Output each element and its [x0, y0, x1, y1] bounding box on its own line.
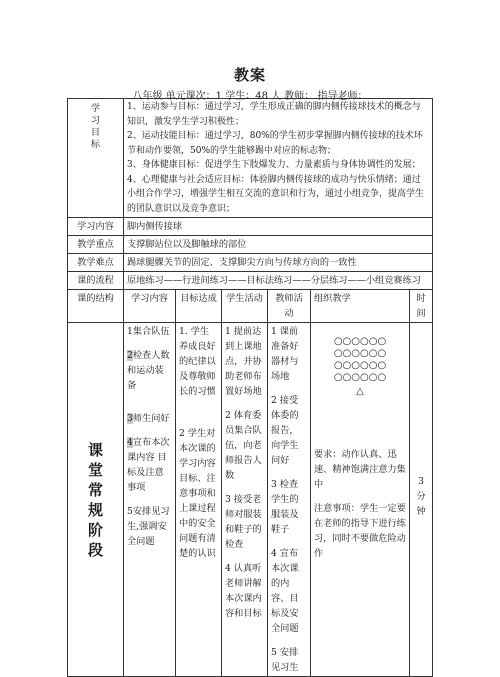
header-time: 时间	[410, 290, 433, 323]
info-row	[68, 272, 433, 290]
header-teacher: 教师活动	[268, 290, 311, 323]
row-value: 踢球腿髁关节的固定、支撑脚尖方向与传球方向的一致性	[124, 254, 433, 272]
circle-row: ○○○○○○	[333, 372, 387, 383]
content-item: 1集合队伍	[127, 326, 170, 337]
info-row	[68, 218, 433, 236]
student-item: 1 提前达到上课地点，并协助老师布置好场地	[225, 326, 262, 397]
goal-cell	[176, 323, 222, 677]
org-requirement: 要求：动作认真、迅速、精神饱满注意力集中	[314, 449, 406, 490]
goals-text	[124, 99, 433, 218]
goal-item: 1. 学生养成良好的纪律以及尊敬师长的习惯	[179, 326, 216, 397]
formation-diagram	[314, 336, 406, 384]
circle-row: ○○○○○○	[333, 360, 387, 371]
teacher-item: 4 宣布本次课的内容、目标及安全问题	[271, 548, 299, 634]
student-cell	[222, 323, 268, 677]
row-label: 教学难点	[68, 254, 124, 272]
goals-row	[68, 99, 433, 218]
row-label: 教学重点	[68, 236, 124, 254]
circle-row: ○○○○○○	[333, 336, 387, 347]
class-info-line: 八年级 单元课次：1 学生：48 人 教师： 指导老师：	[132, 91, 368, 102]
goal-line: 4、心理健康与社会适应目标：体验脚内侧传接球的成功与快乐情绪；通过小组合作学习，增强学生相互交流的意识和行为，通过小组竞争，提高学生的团队意识以及竞争意识；	[127, 174, 425, 214]
org-cell	[311, 323, 410, 677]
goal-item: 2 学生对本次课的学习内容目标、注意事项和上课过程中的安全问题有清楚的认识	[179, 428, 216, 559]
teacher-triangle-icon: △	[356, 386, 364, 397]
document-title: 教案	[233, 66, 266, 84]
content-cell	[124, 323, 176, 677]
row-value: 支撑脚站位以及脚触球的部位	[124, 236, 433, 254]
content-item: 3师生问好	[127, 413, 170, 424]
stage-row	[68, 323, 433, 677]
teacher-item: 3 检查学生的服装及鞋子	[271, 479, 299, 535]
content-item: 2检查人数和运动装备	[127, 350, 170, 391]
row-label: 课的流程	[68, 272, 124, 290]
header-structure: 课的结构	[68, 290, 124, 323]
org-caution: 注意事项：学生一定要在老师的指导下进行练习，同时不要做危险动作	[314, 503, 406, 559]
content-item: 4宣布本次课内容 目标及注意事项	[127, 437, 170, 493]
row-value: 脚内侧传接球	[124, 218, 433, 236]
header-student: 学生活动	[222, 290, 268, 323]
header-org: 组织教学	[311, 290, 410, 323]
header-content: 学习内容	[124, 290, 176, 323]
content-item: 5安排见习生,强调安全问题	[127, 506, 170, 547]
goal-line: 1、运动参与目标：通过学习，学生形成正确的脚内侧传接球技术的概念与知识，激发学生学习积极性；	[127, 102, 421, 127]
lesson-plan-table	[67, 98, 433, 677]
goal-line: 2、运动技能目标：通过学习，80%的学生初步掌握脚内侧传接球的技术环节和动作要领，50%的学生能够踢中对应的标志物；	[127, 131, 423, 156]
student-item: 3 接受老师对服装和鞋子的检查	[225, 494, 262, 550]
goal-line: 3、身体健康目标：促进学生下肢爆发力、力量素质与身体协调性的发展；	[127, 160, 421, 170]
time-cell: 3 分 钟	[410, 323, 433, 677]
stage-label: 课 堂 常 规 阶 段	[68, 323, 124, 677]
header-row	[68, 290, 433, 323]
student-item: 2 体育委员集合队伍，向老师报告人数	[225, 410, 262, 481]
student-item: 4 认真听老师讲解本次课内容和目标	[225, 563, 262, 619]
circle-row: ○○○○○○	[333, 348, 387, 359]
goals-label: 学 习 目 标	[68, 99, 124, 218]
info-row	[68, 236, 433, 254]
teacher-item: 5 安排见习生	[271, 647, 299, 673]
teacher-item: 1 课前准备好器材与场地	[271, 326, 299, 382]
header-goal: 目标达成	[176, 290, 222, 323]
info-row	[68, 254, 433, 272]
row-value: 原地练习——行进间练习——目标法练习——分层练习——小组竞赛练习	[124, 272, 433, 290]
row-label: 学习内容	[68, 218, 124, 236]
teacher-item: 2 接受体委的报告，向学生问好	[271, 395, 299, 466]
teacher-cell	[268, 323, 311, 677]
